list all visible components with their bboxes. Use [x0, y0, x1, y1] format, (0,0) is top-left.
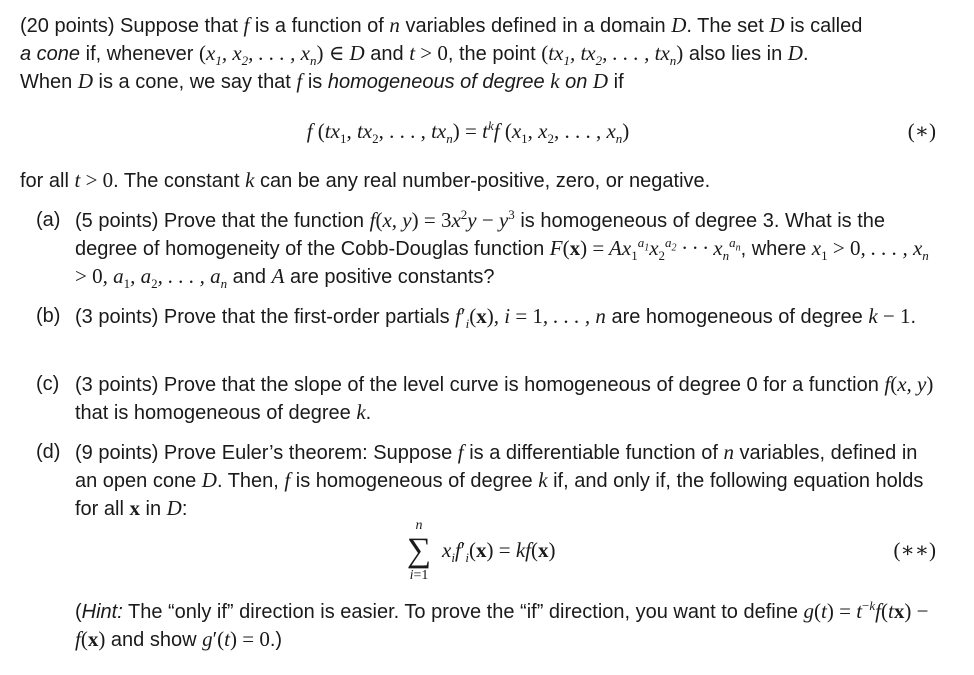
part-a-label: (a): [36, 209, 61, 231]
part-a-text: (5 points) Prove that the function f(x, $y) = 3x^2y - y^3$ is homogeneous of degree 3. What is the degree of homogeneity of the Cobb-Douglas function $F(x) = Ax_1^{a_1}x_2^{a_2}$ · · · $x_n^{a_n}$, where $x_1 > 0$, . . . , $x_n > 0$, $a_1$, $a_2$, . . . , $a_n$ and A are positive constants?: [75, 207, 929, 292]
intro-paragraph: [20, 12, 936, 96]
part-b: [36, 303, 936, 331]
hint-text: (Hint: The “only if” direction is easier. To prove the “if” direction, you want to define $g(t) = t^{-k}f(tx) - f(x)$ and show g′(t) = 0.): [75, 598, 929, 651]
equation-euler-tag: (∗∗): [893, 538, 936, 562]
hint-paragraph: [36, 598, 936, 654]
part-b-text: (3 points) Prove that the first-order partials $f'_i(x)$, i = 1, . . . , n are homogeneous of degree k − 1.: [75, 304, 917, 332]
intro-line-1: (20 points) Suppose that f is a function of n variables defined in a domain D. The set D is called: [20, 13, 863, 37]
part-c-label: (c): [36, 373, 60, 395]
part-a: [36, 207, 936, 291]
intro-line-3: When D is a cone, we say that f is homogeneous of degree k on D if: [20, 69, 624, 93]
intro-line-2: a cone if, whenever ($x_1$, $x_2$, . . . , $x_n$) ∈ D and t > 0, the point ($tx_1$, $tx_2$, . . . , $tx_n$) also lies in D.: [20, 41, 809, 69]
part-c: [36, 371, 936, 427]
part-c-text: (3 points) Prove that the slope of the level curve is homogeneous of degree 0 for a function f(x, y) that is homogeneous of degree k.: [75, 372, 934, 424]
part-d-text: (9 points) Prove Euler’s theorem: Suppose f is a differentiable function of n variables, defined in an open cone D. Then, f is homogeneous of degree k if, and only if, the following equation holds for all x in D:: [75, 440, 924, 520]
summation-symbol: n ∑ i=1: [406, 518, 432, 583]
part-d-label: (d): [36, 441, 61, 463]
part-b-label: (b): [36, 305, 61, 327]
equation-star: f ($tx_1$, $tx_2$, . . . , $tx_n) = t^kf$ ($x_1$, $x_2$, . . . , $x_n$): [306, 118, 630, 147]
equation-star-tag: (∗): [907, 119, 936, 143]
after-equation-text: for all t > 0. The constant k can be any real number-positive, zero, or negative.: [20, 168, 711, 192]
part-d: [36, 439, 936, 523]
equation-euler: $x_if'_i(x) = kf(x)$: [442, 538, 556, 566]
